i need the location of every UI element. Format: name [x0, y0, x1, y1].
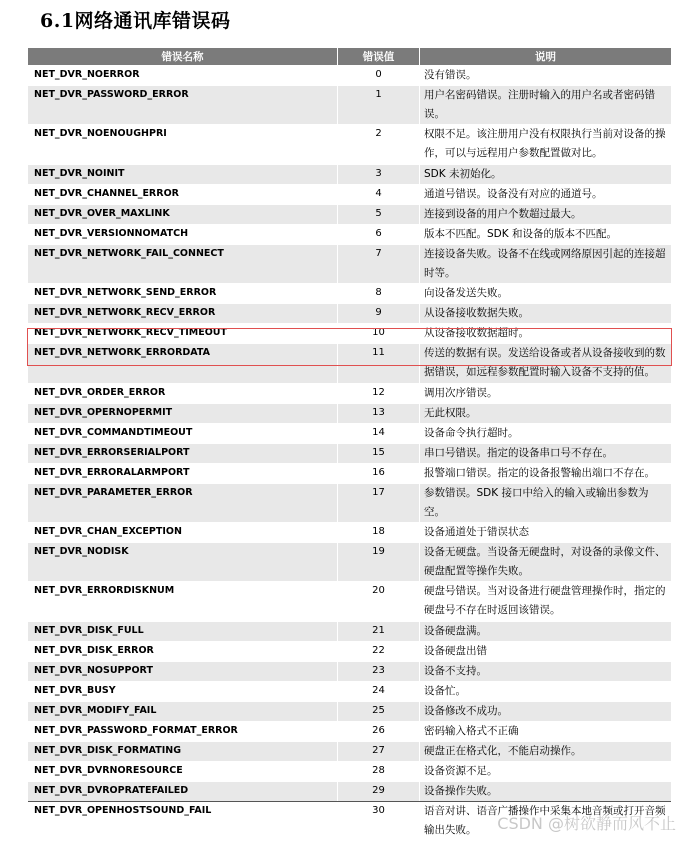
error-value-cell: 17 — [338, 483, 420, 522]
description-cell: 语音对讲、语音广播操作中采集本地音频或打开音频输出失败。 — [420, 801, 671, 841]
error-name-cell: NET_DVR_DISK_ERROR — [28, 641, 338, 661]
description-cell: 无此权限。 — [420, 403, 671, 423]
error-name-cell: NET_DVR_BUSY — [28, 681, 338, 701]
error-value-cell: 16 — [338, 463, 420, 483]
error-name-cell: NET_DVR_OVER_MAXLINK — [28, 204, 338, 224]
description-cell: 用户名密码错误。注册时输入的用户名或者密码错误。 — [420, 85, 671, 124]
description-cell: 版本不匹配。SDK 和设备的版本不匹配。 — [420, 224, 671, 244]
table-row — [28, 761, 671, 781]
table-row — [28, 443, 671, 463]
error-value-cell: 22 — [338, 641, 420, 661]
description-cell: 串口号错误。指定的设备串口号不存在。 — [420, 443, 671, 463]
table-row — [28, 124, 671, 164]
table-row — [28, 323, 671, 343]
description-cell: 连接设备失败。设备不在线或网络原因引起的连接超时等。 — [420, 244, 671, 284]
table-row — [28, 463, 671, 483]
description-cell: 设备无硬盘。当设备无硬盘时，对设备的录像文件、硬盘配置等操作失败。 — [420, 542, 671, 582]
error-name-cell: NET_DVR_PARAMETER_ERROR — [28, 483, 338, 522]
error-name-cell: NET_DVR_NETWORK_ERRORDATA — [28, 343, 338, 383]
error-name-cell: NET_DVR_OPERNOPERMIT — [28, 403, 338, 423]
description-cell: 调用次序错误。 — [420, 383, 671, 403]
error-name-cell: NET_DVR_NETWORK_RECV_TIMEOUT — [28, 323, 338, 343]
error-name-cell: NET_DVR_CHAN_EXCEPTION — [28, 522, 338, 542]
error-value-cell: 0 — [338, 65, 420, 85]
description-cell: 设备资源不足。 — [420, 761, 671, 781]
table-row — [28, 621, 671, 641]
description-cell: 没有错误。 — [420, 65, 671, 85]
error-name-cell: NET_DVR_NETWORK_RECV_ERROR — [28, 303, 338, 323]
description-cell: 设备命令执行超时。 — [420, 423, 671, 443]
error-name-cell: NET_DVR_CHANNEL_ERROR — [28, 184, 338, 204]
error-value-cell: 12 — [338, 383, 420, 403]
error-value-cell: 9 — [338, 303, 420, 323]
error-name-cell: NET_DVR_DISK_FORMATING — [28, 741, 338, 761]
description-cell: 硬盘正在格式化，不能启动操作。 — [420, 741, 671, 761]
table-row — [28, 343, 671, 383]
table-row — [28, 542, 671, 582]
table-header-row — [28, 48, 671, 65]
description-cell: 设备操作失败。 — [420, 781, 671, 801]
description-cell: 密码输入格式不正确 — [420, 721, 671, 741]
description-cell: 从设备接收数据失败。 — [420, 303, 671, 323]
error-value-cell: 4 — [338, 184, 420, 204]
table-row — [28, 423, 671, 443]
error-value-cell: 19 — [338, 542, 420, 582]
error-value-cell: 11 — [338, 343, 420, 383]
header-error-value: 错误值 — [338, 48, 420, 65]
error-name-cell: NET_DVR_COMMANDTIMEOUT — [28, 423, 338, 443]
table-row — [28, 224, 671, 244]
table-row — [28, 741, 671, 761]
table-row — [28, 661, 671, 681]
section-title: 6.1网络通讯库错误码 — [40, 10, 231, 32]
error-name-cell: NET_DVR_PASSWORD_FORMAT_ERROR — [28, 721, 338, 741]
error-code-table — [28, 48, 671, 840]
error-name-cell: NET_DVR_NOINIT — [28, 164, 338, 184]
error-name-cell: NET_DVR_NETWORK_FAIL_CONNECT — [28, 244, 338, 284]
error-name-cell: NET_DVR_ERRORDISKNUM — [28, 581, 338, 621]
table-row — [28, 701, 671, 721]
description-cell: 从设备接收数据超时。 — [420, 323, 671, 343]
error-value-cell: 14 — [338, 423, 420, 443]
table-row — [28, 483, 671, 522]
error-name-cell: NET_DVR_DISK_FULL — [28, 621, 338, 641]
error-name-cell: NET_DVR_NODISK — [28, 542, 338, 582]
table-row — [28, 204, 671, 224]
error-name-cell: NET_DVR_OPENHOSTSOUND_FAIL — [28, 801, 338, 841]
table-row — [28, 65, 671, 85]
error-value-cell: 15 — [338, 443, 420, 463]
error-value-cell: 24 — [338, 681, 420, 701]
error-value-cell: 26 — [338, 721, 420, 741]
description-cell: 设备通道处于错误状态 — [420, 522, 671, 542]
description-cell: 设备硬盘满。 — [420, 621, 671, 641]
description-cell: 参数错误。SDK 接口中给入的输入或输出参数为空。 — [420, 483, 671, 522]
description-cell: SDK 未初始化。 — [420, 164, 671, 184]
description-cell: 硬盘号错误。当对设备进行硬盘管理操作时，指定的硬盘号不存在时返回该错误。 — [420, 581, 671, 621]
table-row — [28, 781, 671, 801]
error-value-cell: 8 — [338, 283, 420, 303]
table-row — [28, 581, 671, 621]
description-cell: 设备硬盘出错 — [420, 641, 671, 661]
error-value-cell: 1 — [338, 85, 420, 124]
error-value-cell: 21 — [338, 621, 420, 641]
error-name-cell: NET_DVR_NOERROR — [28, 65, 338, 85]
table-bottom-rule — [28, 801, 671, 802]
error-name-cell: NET_DVR_ERRORSERIALPORT — [28, 443, 338, 463]
error-value-cell: 30 — [338, 801, 420, 841]
error-value-cell: 3 — [338, 164, 420, 184]
description-cell: 向设备发送失败。 — [420, 283, 671, 303]
error-name-cell: NET_DVR_DVROPRATEFAILED — [28, 781, 338, 801]
table-row — [28, 383, 671, 403]
description-cell: 连接到设备的用户个数超过最大。 — [420, 204, 671, 224]
error-name-cell: NET_DVR_VERSIONNOMATCH — [28, 224, 338, 244]
error-value-cell: 25 — [338, 701, 420, 721]
header-error-name: 错误名称 — [28, 48, 338, 65]
error-value-cell: 13 — [338, 403, 420, 423]
header-description: 说明 — [420, 48, 671, 65]
description-cell: 设备修改不成功。 — [420, 701, 671, 721]
table-row — [28, 522, 671, 542]
table-row — [28, 303, 671, 323]
error-value-cell: 2 — [338, 124, 420, 164]
description-cell: 权限不足。该注册用户没有权限执行当前对设备的操作，可以与远程用户参数配置做对比。 — [420, 124, 671, 164]
table-row — [28, 283, 671, 303]
table-row — [28, 164, 671, 184]
error-name-cell: NET_DVR_ORDER_ERROR — [28, 383, 338, 403]
error-name-cell: NET_DVR_PASSWORD_ERROR — [28, 85, 338, 124]
error-value-cell: 10 — [338, 323, 420, 343]
error-value-cell: 28 — [338, 761, 420, 781]
table-row — [28, 85, 671, 124]
table-row — [28, 681, 671, 701]
error-name-cell: NET_DVR_NOSUPPORT — [28, 661, 338, 681]
description-cell: 设备忙。 — [420, 681, 671, 701]
error-value-cell: 20 — [338, 581, 420, 621]
table-row — [28, 184, 671, 204]
error-value-cell: 6 — [338, 224, 420, 244]
description-cell: 传送的数据有误。发送给设备或者从设备接收到的数据错误，如远程参数配置时输入设备不支持的值。 — [420, 343, 671, 383]
error-value-cell: 27 — [338, 741, 420, 761]
table-row — [28, 641, 671, 661]
error-name-cell: NET_DVR_DVRNORESOURCE — [28, 761, 338, 781]
error-value-cell: 18 — [338, 522, 420, 542]
error-value-cell: 5 — [338, 204, 420, 224]
error-value-cell: 7 — [338, 244, 420, 284]
table-row — [28, 244, 671, 284]
error-value-cell: 23 — [338, 661, 420, 681]
description-cell: 报警端口错误。指定的设备报警输出端口不存在。 — [420, 463, 671, 483]
watermark: CSDN @树欲静而风不止 — [497, 814, 676, 833]
description-cell: 设备不支持。 — [420, 661, 671, 681]
error-name-cell: NET_DVR_NETWORK_SEND_ERROR — [28, 283, 338, 303]
error-name-cell: NET_DVR_ERRORALARMPORT — [28, 463, 338, 483]
error-name-cell: NET_DVR_MODIFY_FAIL — [28, 701, 338, 721]
table-row — [28, 721, 671, 741]
error-name-cell: NET_DVR_NOENOUGHPRI — [28, 124, 338, 164]
table-row — [28, 403, 671, 423]
error-value-cell: 29 — [338, 781, 420, 801]
description-cell: 通道号错误。设备没有对应的通道号。 — [420, 184, 671, 204]
